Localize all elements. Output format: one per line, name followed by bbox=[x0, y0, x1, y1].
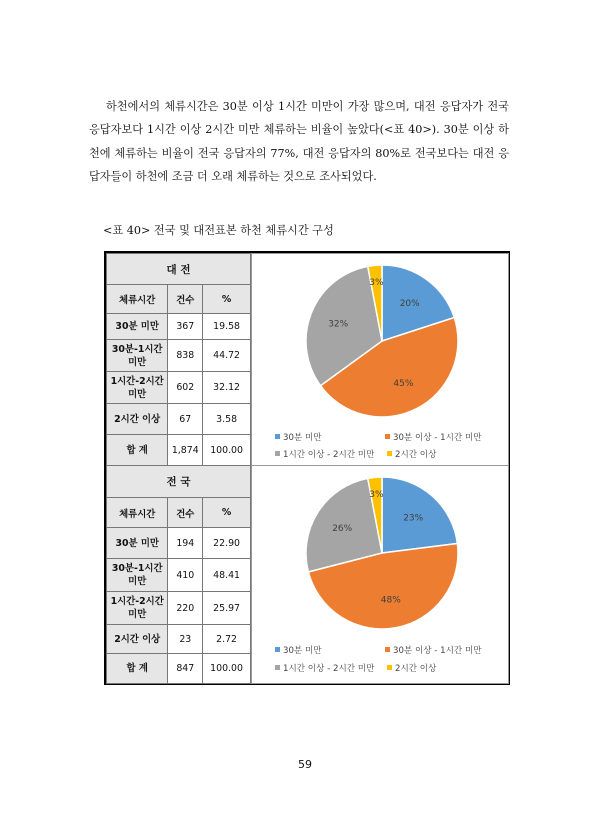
row-pct: 32.12 bbox=[203, 372, 251, 404]
legend-swatch bbox=[275, 647, 280, 652]
legend-item bbox=[275, 644, 322, 656]
row-count: 67 bbox=[168, 404, 203, 435]
data-label: 26% bbox=[332, 523, 353, 534]
legend-label: 30분 이상 - 1시간 미만 bbox=[393, 433, 482, 443]
data-label: 20% bbox=[399, 298, 420, 309]
table-row bbox=[107, 404, 251, 435]
row-count: 23 bbox=[168, 625, 203, 654]
total-count: 1,874 bbox=[168, 435, 203, 467]
row-count: 838 bbox=[168, 340, 203, 372]
daejeon-chart-panel bbox=[251, 253, 509, 466]
daejeon-title: 대 전 bbox=[107, 254, 251, 285]
data-label: 3% bbox=[369, 490, 384, 500]
legend-swatch bbox=[385, 647, 390, 652]
legend-label: 30분 미만 bbox=[283, 646, 322, 656]
row-pct: 48.41 bbox=[203, 559, 251, 592]
legend-swatch bbox=[387, 451, 392, 456]
row-label: 30분-1시간 미만 bbox=[107, 559, 168, 592]
legend-item bbox=[275, 448, 374, 460]
row-pct: 3.58 bbox=[203, 404, 251, 435]
row-label: 2시간 이상 bbox=[107, 625, 168, 654]
national-pie-chart bbox=[252, 466, 508, 636]
total-pct: 100.00 bbox=[203, 435, 251, 467]
legend-swatch bbox=[387, 665, 392, 670]
row-label: 30분-1시간 미만 bbox=[107, 340, 168, 372]
legend-item bbox=[387, 662, 436, 674]
col-header-count: 건수 bbox=[168, 498, 203, 528]
row-label: 30분 미만 bbox=[107, 314, 168, 340]
row-count: 602 bbox=[168, 372, 203, 404]
total-row bbox=[107, 654, 251, 684]
table-row bbox=[107, 372, 251, 404]
row-count: 220 bbox=[168, 592, 203, 625]
body-paragraph: 하천에서의 체류시간은 30분 이상 1시간 미만이 가장 많으며, 대전 응답자가 전국 응답자보다 1시간 이상 2시간 미만 체류하는 비율이 높았다(<표 40>). 30분 이상 하천에 체류하는 비율이 전국 응답자의 77%, 대전 응답자의 80%로 전국보다는 대전 응답자들이 하천에 조금 더 오래 체류하는 것으로 조사되었다. bbox=[89, 100, 509, 184]
table-row bbox=[107, 592, 251, 625]
row-pct: 19.58 bbox=[203, 314, 251, 340]
row-pct: 2.72 bbox=[203, 625, 251, 654]
data-label: 32% bbox=[328, 319, 349, 330]
row-count: 194 bbox=[168, 528, 203, 559]
row-pct: 25.97 bbox=[203, 592, 251, 625]
col-header-time: 체류시간 bbox=[107, 498, 168, 528]
total-pct: 100.00 bbox=[203, 654, 251, 684]
national-title: 전 국 bbox=[107, 466, 251, 498]
legend-item bbox=[275, 431, 322, 443]
legend-label: 2시간 이상 bbox=[395, 664, 437, 674]
table-caption: <표 40> 전국 및 대전표본 하천 체류시간 구성 bbox=[103, 224, 334, 237]
national-table bbox=[106, 465, 251, 684]
row-label: 1시간-2시간 미만 bbox=[107, 592, 168, 625]
col-header-time: 체류시간 bbox=[107, 285, 168, 314]
legend-item bbox=[387, 448, 436, 460]
legend-label: 30분 미만 bbox=[283, 433, 322, 443]
col-header-pct: % bbox=[203, 285, 251, 314]
legend-item bbox=[385, 644, 482, 656]
legend-swatch bbox=[275, 665, 280, 670]
total-label: 합 계 bbox=[107, 435, 168, 467]
daejeon-pie-chart bbox=[252, 254, 508, 426]
row-pct: 22.90 bbox=[203, 528, 251, 559]
row-pct: 44.72 bbox=[203, 340, 251, 372]
legend-label: 1시간 이상 - 2시간 미만 bbox=[283, 664, 375, 674]
col-header-count: 건수 bbox=[168, 285, 203, 314]
row-count: 410 bbox=[168, 559, 203, 592]
data-label: 45% bbox=[393, 379, 414, 389]
table-row bbox=[107, 340, 251, 372]
col-header-pct: % bbox=[203, 498, 251, 528]
legend-swatch bbox=[385, 434, 390, 439]
legend-item bbox=[275, 662, 374, 674]
row-label: 1시간-2시간 미만 bbox=[107, 372, 168, 404]
table-row bbox=[107, 314, 251, 340]
table-row bbox=[107, 528, 251, 559]
data-label: 23% bbox=[403, 513, 424, 524]
total-row bbox=[107, 435, 251, 467]
row-label: 2시간 이상 bbox=[107, 404, 168, 435]
legend-item bbox=[385, 431, 482, 443]
total-label: 합 계 bbox=[107, 654, 168, 684]
legend-swatch bbox=[275, 434, 280, 439]
page-number: 59 bbox=[298, 758, 312, 771]
legend-label: 30분 이상 - 1시간 미만 bbox=[393, 646, 482, 656]
national-chart-panel bbox=[251, 465, 509, 684]
legend-swatch bbox=[275, 451, 280, 456]
table-row bbox=[107, 559, 251, 592]
row-label: 30분 미만 bbox=[107, 528, 168, 559]
daejeon-table bbox=[106, 253, 251, 467]
table-row bbox=[107, 625, 251, 654]
data-label: 3% bbox=[369, 278, 384, 288]
legend-label: 2시간 이상 bbox=[395, 450, 437, 460]
data-label: 48% bbox=[380, 595, 401, 606]
total-count: 847 bbox=[168, 654, 203, 684]
row-count: 367 bbox=[168, 314, 203, 340]
legend-label: 1시간 이상 - 2시간 미만 bbox=[283, 450, 375, 460]
